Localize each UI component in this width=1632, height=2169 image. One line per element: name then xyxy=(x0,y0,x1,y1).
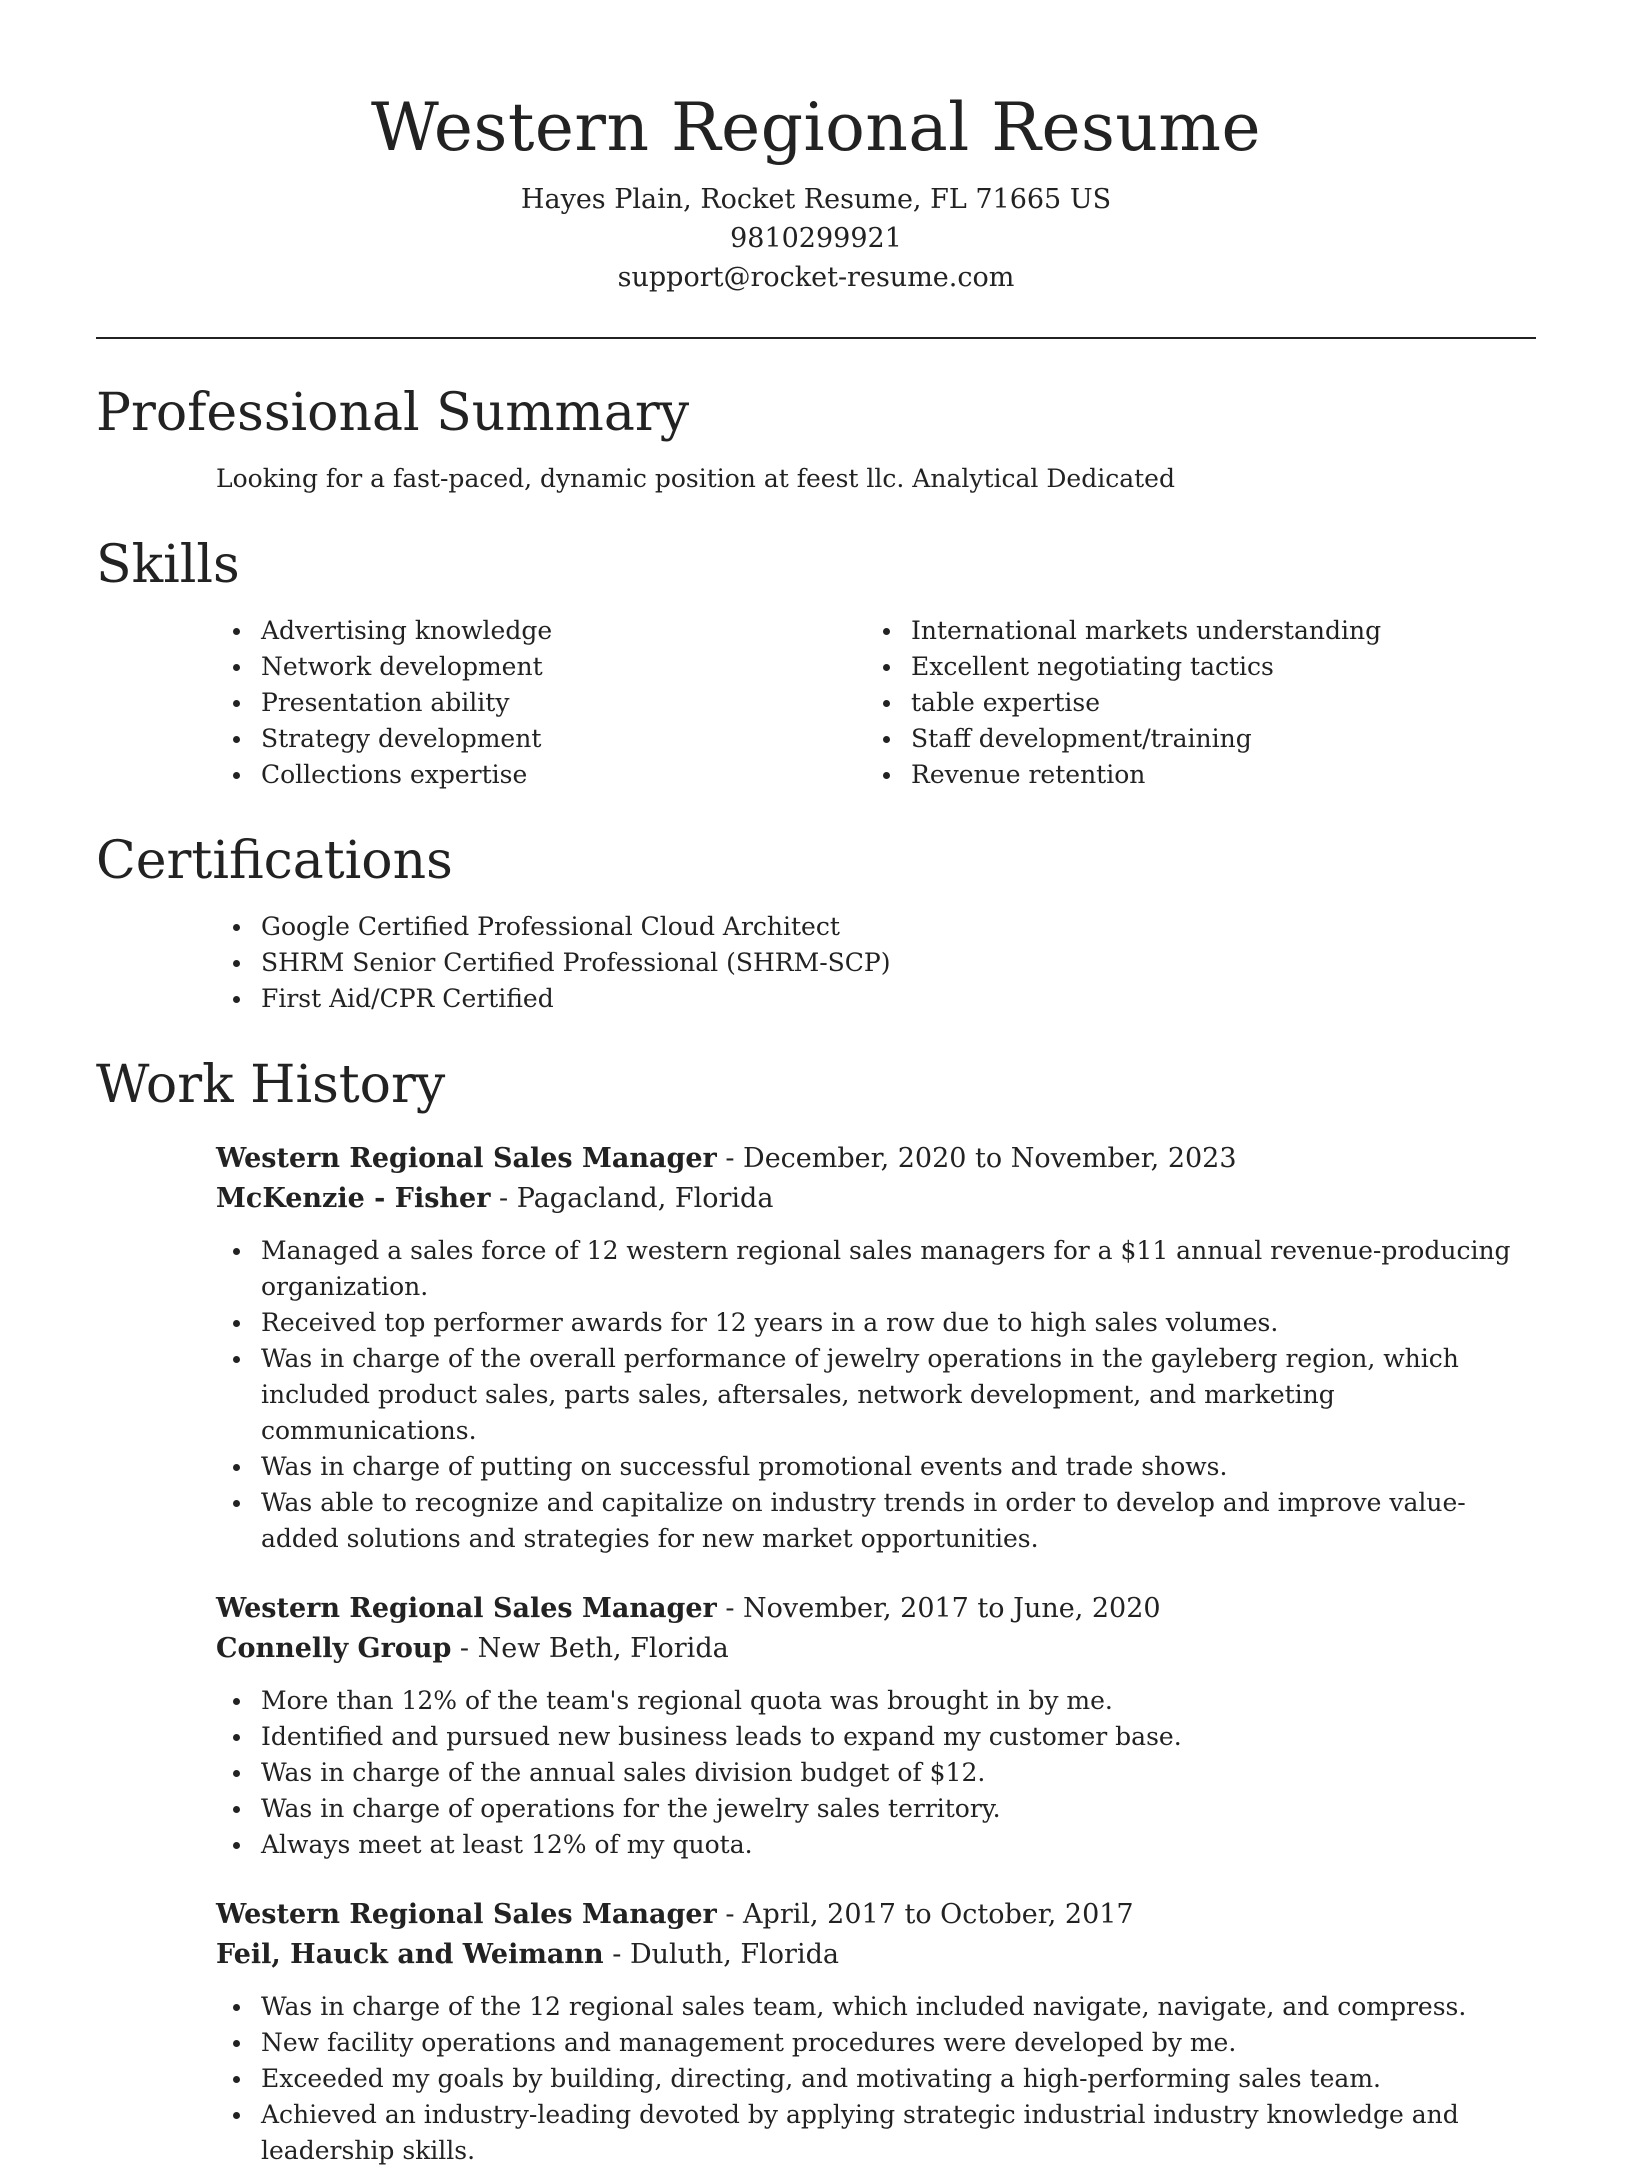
skills-column-right xyxy=(866,613,1516,793)
skill-item: Network development xyxy=(216,649,866,685)
skill-item: Advertising knowledge xyxy=(216,613,866,649)
job-bullet: Was in charge of operations for the jewelry sales territory. xyxy=(216,1791,1536,1827)
job-bullet: More than 12% of the team's regional quota was brought in by me. xyxy=(216,1683,1536,1719)
job-dates: - November, 2017 to June, 2020 xyxy=(716,1593,1161,1624)
resume-page xyxy=(96,0,1536,2169)
job-location: - Pagacland, Florida xyxy=(490,1183,774,1214)
certifications-heading: Certifications xyxy=(96,831,453,891)
resume-name: Western Regional Resume xyxy=(370,89,1262,166)
job-bullets xyxy=(216,1989,1536,2169)
job-title-line xyxy=(216,1895,1536,1935)
job-bullet: Was in charge of the annual sales division budget of $12. xyxy=(216,1755,1536,1791)
skill-item: Excellent negotiating tactics xyxy=(866,649,1516,685)
certification-item: Google Certified Professional Cloud Architect xyxy=(216,909,1536,945)
job-location: - Duluth, Florida xyxy=(603,1939,839,1970)
job-bullet: Achieved an industry-leading devoted by applying strategic industrial industry knowledge and leadership skills. xyxy=(216,2097,1536,2169)
job-title-line xyxy=(216,1589,1536,1629)
job-bullet: Was in charge of the 12 regional sales team, which included navigate, navigate, and compress. xyxy=(216,1989,1536,2025)
job-title-line xyxy=(216,1139,1536,1179)
job-company: McKenzie - Fisher xyxy=(216,1183,491,1214)
job-bullet: Managed a sales force of 12 western regional sales managers for a $11 annual revenue-producing organization. xyxy=(216,1233,1536,1305)
job-bullet: Was in charge of putting on successful promotional events and trade shows. xyxy=(216,1449,1536,1485)
skill-item: Strategy development xyxy=(216,721,866,757)
job-title: Western Regional Sales Manager xyxy=(216,1143,717,1174)
contact-email: support@rocket-resume.com xyxy=(617,262,1015,293)
job-company: Connelly Group xyxy=(216,1633,452,1664)
job-entry xyxy=(216,1139,1536,1557)
job-bullets xyxy=(216,1233,1536,1557)
job-bullet: Was able to recognize and capitalize on industry trends in order to develop and improve value-added solutions and strategies for new market opportunities. xyxy=(216,1485,1536,1557)
job-bullet: Identified and pursued new business leads to expand my customer base. xyxy=(216,1719,1536,1755)
job-company-line xyxy=(216,1179,1536,1219)
summary-heading: Professional Summary xyxy=(96,383,690,443)
work-history-section xyxy=(96,1053,1536,2169)
skill-item: Staff development/training xyxy=(866,721,1516,757)
skills-heading: Skills xyxy=(96,535,240,595)
certification-item: First Aid/CPR Certified xyxy=(216,981,1536,1017)
skill-item: International markets understanding xyxy=(866,613,1516,649)
job-company-line xyxy=(216,1935,1536,1975)
job-bullet: Was in charge of the overall performance of jewelry operations in the gayleberg region, which included product sales, parts sales, aftersales, network development, and marketing communications. xyxy=(216,1341,1536,1449)
work-history-heading: Work History xyxy=(96,1055,446,1115)
contact-phone: 9810299921 xyxy=(730,223,902,254)
certifications-section xyxy=(96,829,1536,1017)
job-dates: - April, 2017 to October, 2017 xyxy=(716,1899,1134,1930)
skill-item: Collections expertise xyxy=(216,757,866,793)
certifications-list xyxy=(216,909,1536,1017)
job-bullet: Always meet at least 12% of my quota. xyxy=(216,1827,1536,1863)
job-title: Western Regional Sales Manager xyxy=(216,1899,717,1930)
skill-item: Revenue retention xyxy=(866,757,1516,793)
header-divider xyxy=(96,337,1536,339)
skill-item: Presentation ability xyxy=(216,685,866,721)
job-bullets xyxy=(216,1683,1536,1863)
skills-column-left xyxy=(216,613,866,793)
job-bullet: New facility operations and management procedures were developed by me. xyxy=(216,2025,1536,2061)
contact-block xyxy=(96,180,1536,297)
certification-item: SHRM Senior Certified Professional (SHRM-SCP) xyxy=(216,945,1536,981)
summary-section xyxy=(96,381,1536,497)
job-entry xyxy=(216,1589,1536,1863)
job-bullet: Exceeded my goals by building, directing, and motivating a high-performing sales team. xyxy=(216,2061,1536,2097)
job-company-line xyxy=(216,1629,1536,1669)
skills-section xyxy=(96,533,1536,793)
job-entry xyxy=(216,1895,1536,2169)
summary-text: Looking for a fast-paced, dynamic position at feest llc. Analytical Dedicated xyxy=(216,464,1175,493)
skills-grid xyxy=(216,613,1536,793)
job-title: Western Regional Sales Manager xyxy=(216,1593,717,1624)
job-company: Feil, Hauck and Weimann xyxy=(216,1939,604,1970)
job-location: - New Beth, Florida xyxy=(451,1633,729,1664)
skill-item: table expertise xyxy=(866,685,1516,721)
job-bullet: Received top performer awards for 12 years in a row due to high sales volumes. xyxy=(216,1305,1536,1341)
contact-address: Hayes Plain, Rocket Resume, FL 71665 US xyxy=(520,184,1112,215)
resume-header xyxy=(96,0,1536,297)
job-dates: - December, 2020 to November, 2023 xyxy=(716,1143,1237,1174)
